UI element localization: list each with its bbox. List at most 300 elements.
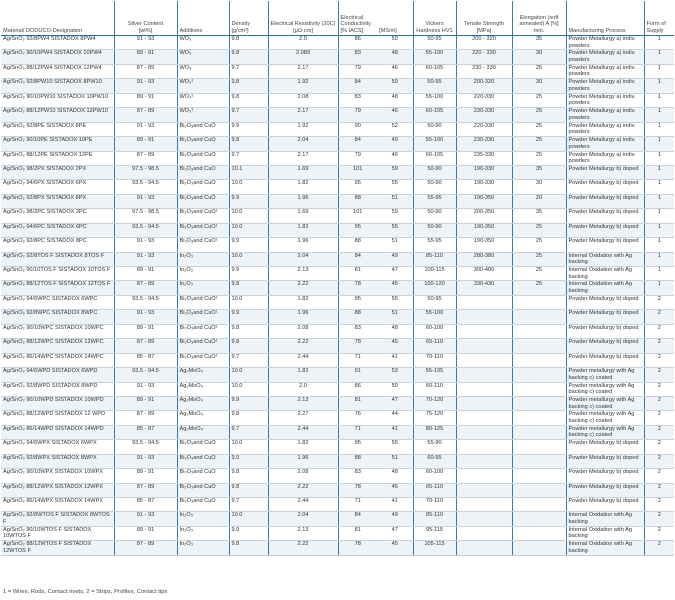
cell-additives: Ag₂MoO₄ — [177, 396, 229, 410]
cell-silver: 91 - 93 — [114, 238, 177, 252]
cell-process: Powder metallurgy with Ag backing c) coated — [566, 411, 644, 425]
cell-elongation: 25 — [512, 151, 566, 165]
table-row — [1, 396, 674, 410]
cell-hardness: 50-90 — [413, 122, 456, 136]
header-silver-label: Silver Content — [127, 21, 164, 28]
cell-material: Ag/SnO₂ 92/8PW4 SISTADOX 8PW4 — [1, 36, 114, 50]
cell-tensile: 190-330 — [456, 180, 512, 194]
cell-elongation: 35 — [512, 209, 566, 223]
header-hardness-label: Vickers Hardness HV1 — [416, 21, 453, 34]
cell-additives: Bi₂O₃and CuO — [177, 165, 229, 179]
cell-cond-iacs: 71 — [338, 425, 377, 439]
cell-hardness: 85-110 — [413, 252, 456, 266]
cell-process: Powder Metallurgy a) indiv. powders — [566, 64, 644, 78]
cell-material: Ag/SnO₂ 90/10WTOS F SISTADOX 10WTOS F — [1, 526, 114, 540]
table-row — [1, 36, 674, 50]
cell-process: Powder Metallurgy b) doped — [566, 209, 644, 223]
cell-density: 10.0 — [229, 368, 268, 382]
cell-form: 2 — [644, 353, 674, 367]
cell-cond-iacs: 95 — [338, 295, 377, 309]
cell-silver: 89 - 91 — [114, 526, 177, 540]
cell-resistivity: 1.96 — [268, 238, 338, 252]
cell-form: 2 — [644, 541, 674, 555]
cell-cond-iacs: 83 — [338, 324, 377, 338]
cell-material: Ag/SnO₂ 88/12PW4 SISTADOX 12PW4 — [1, 64, 114, 78]
cell-cond-iacs: 84 — [338, 137, 377, 151]
cell-cond-iacs: 71 — [338, 353, 377, 367]
cell-additives: Ag₂MoO₄ — [177, 368, 229, 382]
cell-material: Ag/SnO₂ 86/14WPX SISTADOX 14WPX — [1, 498, 114, 512]
cell-form: 1 — [644, 252, 674, 266]
table-row — [1, 469, 674, 483]
cell-form: 2 — [644, 469, 674, 483]
cell-tensile: 190-350 — [456, 194, 512, 208]
cell-tensile: 220-330 — [456, 93, 512, 107]
cell-density: 9.9 — [229, 454, 268, 468]
table-row — [1, 165, 674, 179]
header-additives — [177, 1, 229, 36]
cell-hardness: 50-90 — [413, 223, 456, 237]
cell-additives: Bi₂O₃and CuO¹ — [177, 339, 229, 353]
cell-process: Powder Metallurgy b) doped — [566, 339, 644, 353]
cell-resistivity: 1.82 — [268, 368, 338, 382]
cell-cond-ms: 45 — [377, 281, 413, 295]
cell-form: 1 — [644, 79, 674, 93]
cell-silver: 91 - 93 — [114, 512, 177, 526]
cell-density: 9.8 — [229, 36, 268, 50]
cell-form: 1 — [644, 122, 674, 136]
cell-density: 9.7 — [229, 151, 268, 165]
table-row — [1, 122, 674, 136]
cell-cond-iacs: 83 — [338, 50, 377, 64]
cell-material: Ag/SnO₂ 94/6PC SISTADOX 6PC — [1, 223, 114, 237]
cell-tensile — [456, 469, 512, 483]
cell-resistivity: 2.08 — [268, 469, 338, 483]
cell-cond-iacs: 78 — [338, 281, 377, 295]
cell-elongation — [512, 382, 566, 396]
cell-material: Ag/SnO₂ 92/8TOS F SISTADOX 8TOS F — [1, 252, 114, 266]
cell-process: Internal Oxidation with Ag backing — [566, 252, 644, 266]
table-row — [1, 483, 674, 497]
cell-cond-ms: 41 — [377, 498, 413, 512]
cell-elongation: 25 — [512, 238, 566, 252]
cell-resistivity: 2.17 — [268, 151, 338, 165]
cell-cond-iacs: 95 — [338, 180, 377, 194]
cell-tensile — [456, 483, 512, 497]
cell-density: 9.7 — [229, 425, 268, 439]
table-row — [1, 353, 674, 367]
cell-hardness: 50-95 — [413, 79, 456, 93]
cell-cond-iacs: 101 — [338, 209, 377, 223]
cell-form: 1 — [644, 36, 674, 50]
cell-density: 9.8 — [229, 339, 268, 353]
cell-cond-ms: 50 — [377, 36, 413, 50]
cell-elongation: 30 — [512, 79, 566, 93]
cell-cond-iacs: 81 — [338, 396, 377, 410]
cell-process: Powder Metallurgy a) indiv. powders — [566, 137, 644, 151]
cell-process: Powder metallurgy with Ag backing c) coated — [566, 368, 644, 382]
cell-density: 9.9 — [229, 238, 268, 252]
cell-additives: Bi₂O₃and CuO — [177, 454, 229, 468]
cell-resistivity: 2.13 — [268, 267, 338, 281]
cell-additives: Bi₂O₃and CuO — [177, 151, 229, 165]
cell-hardness: 60-105 — [413, 151, 456, 165]
cell-hardness: 60-105 — [413, 64, 456, 78]
cell-silver: 93.5 - 94.5 — [114, 223, 177, 237]
cell-cond-iacs: 79 — [338, 151, 377, 165]
header-process — [566, 1, 644, 36]
header-tensile-label: Tensile Strength — [463, 21, 505, 28]
cell-cond-iacs: 76 — [338, 411, 377, 425]
cell-elongation — [512, 454, 566, 468]
cell-process: Powder metallurgy with Ag backing c) coated — [566, 425, 644, 439]
cell-cond-iacs: 84 — [338, 512, 377, 526]
table-row — [1, 238, 674, 252]
header-form-label: Form of Supply — [646, 21, 666, 34]
cell-elongation: 25 — [512, 281, 566, 295]
cell-silver: 87 - 89 — [114, 483, 177, 497]
cell-form: 2 — [644, 425, 674, 439]
cell-hardness: 80-125 — [413, 425, 456, 439]
cell-resistivity: 2.08 — [268, 324, 338, 338]
cell-additives: In₂O₃ — [177, 281, 229, 295]
cell-elongation — [512, 425, 566, 439]
cell-resistivity: 2.0 — [268, 382, 338, 396]
cell-cond-iacs: 79 — [338, 64, 377, 78]
cell-cond-ms: 51 — [377, 194, 413, 208]
header-silver-unit: [wt%] — [138, 27, 153, 34]
cell-tensile — [456, 425, 512, 439]
cell-process: Internal Oxidation with Ag backing — [566, 281, 644, 295]
table-row — [1, 368, 674, 382]
table-row — [1, 137, 674, 151]
cell-resistivity: 2.22 — [268, 281, 338, 295]
cell-process: Powder Metallurgy a) indiv. powders — [566, 108, 644, 122]
cell-hardness: 55-100 — [413, 50, 456, 64]
cell-cond-iacs: 79 — [338, 108, 377, 122]
cell-material: Ag/SnO₂ 90/10WPD SISTADOX 10WPD — [1, 396, 114, 410]
cell-additives: In₂O₃ — [177, 512, 229, 526]
cell-material: Ag/SnO₂ 92/8WPC SISTADOX 8WPC — [1, 310, 114, 324]
cell-form: 1 — [644, 137, 674, 151]
table-row — [1, 411, 674, 425]
cell-tensile: 220-330 — [456, 122, 512, 136]
cell-tensile: 230-330 — [456, 137, 512, 151]
header-density-unit: [g/cm³] — [231, 27, 249, 34]
table-row — [1, 180, 674, 194]
cell-material: Ag/SnO₂ 92/8WPX SISTADOX 8WPX — [1, 454, 114, 468]
cell-resistivity: 2.27 — [268, 411, 338, 425]
cell-material: Ag/SnO₂ 88/12PW10 SISTADOX 12PW10 — [1, 108, 114, 122]
cell-hardness: 55-100 — [413, 137, 456, 151]
cell-hardness: 65-110 — [413, 339, 456, 353]
cell-resistivity: 2.44 — [268, 498, 338, 512]
cell-material: Ag/SnO₂ 94/6WPD SISTADOX 6WPD — [1, 368, 114, 382]
cell-cond-ms: 48 — [377, 324, 413, 338]
cell-resistivity: 1.96 — [268, 194, 338, 208]
cell-process: Internal Oxidation with Ag backing — [566, 512, 644, 526]
cell-hardness: 85-110 — [413, 512, 456, 526]
cell-resistivity: 2.17 — [268, 64, 338, 78]
cell-process: Powder Metallurgy b) doped — [566, 180, 644, 194]
cell-additives: Bi₂O₃and CuO¹ — [177, 209, 229, 223]
cell-silver: 87 - 89 — [114, 108, 177, 122]
cell-cond-ms: 59 — [377, 209, 413, 223]
cell-cond-ms: 55 — [377, 223, 413, 237]
cell-additives: WO₃¹ — [177, 79, 229, 93]
cell-cond-ms: 47 — [377, 526, 413, 540]
cell-tensile: 190-330 — [456, 165, 512, 179]
cell-additives: Bi₂O₃and CuO¹ — [177, 295, 229, 309]
cell-elongation: 25 — [512, 64, 566, 78]
cell-elongation: 30 — [512, 180, 566, 194]
cell-form: 2 — [644, 295, 674, 309]
cell-cond-ms: 48 — [377, 50, 413, 64]
cell-cond-iacs: 91 — [338, 368, 377, 382]
cell-cond-iacs: 81 — [338, 526, 377, 540]
cell-density: 9.8 — [229, 281, 268, 295]
cell-material: Ag/SnO₂ 86/14WPD SISTADOX 14WPD — [1, 425, 114, 439]
cell-silver: 91 - 93 — [114, 310, 177, 324]
cell-additives: WO₃ — [177, 64, 229, 78]
cell-silver: 93.5 - 94.5 — [114, 440, 177, 454]
cell-material: Ag/SnO₂ 98/2PX SISTADOX 2PX — [1, 165, 114, 179]
cell-process: Internal Oxidation with Ag backing — [566, 541, 644, 555]
cell-density: 9.8 — [229, 469, 268, 483]
cell-form: 2 — [644, 526, 674, 540]
cell-silver: 89 - 91 — [114, 137, 177, 151]
cell-cond-ms: 48 — [377, 469, 413, 483]
cell-tensile: 190-350 — [456, 238, 512, 252]
cell-density: 10.0 — [229, 295, 268, 309]
header-row — [1, 1, 674, 36]
cell-tensile: 230 - 330 — [456, 64, 512, 78]
cell-cond-iacs: 83 — [338, 93, 377, 107]
cell-resistivity: 2.44 — [268, 353, 338, 367]
header-conductivity — [338, 1, 377, 36]
cell-process: Powder Metallurgy b) doped — [566, 440, 644, 454]
cell-density: 10.0 — [229, 512, 268, 526]
cell-hardness: 65-110 — [413, 483, 456, 497]
cell-additives: Bi₂O₃and CuO¹ — [177, 324, 229, 338]
cell-material: Ag/SnO₂ 90/10PE SISTADOX 10PE — [1, 137, 114, 151]
cell-hardness: 50-95 — [413, 295, 456, 309]
cell-cond-iacs: 88 — [338, 454, 377, 468]
cell-process: Powder Metallurgy b) doped — [566, 353, 644, 367]
cell-material: Ag/SnO₂ 92/8PC SISTADOX 8PC — [1, 238, 114, 252]
cell-tensile — [456, 512, 512, 526]
cell-cond-ms: 45 — [377, 339, 413, 353]
header-elongation-label: Elongation (soft annealed) A [%] min. — [519, 14, 559, 34]
cell-elongation — [512, 339, 566, 353]
cell-process: Powder Metallurgy b) doped — [566, 194, 644, 208]
cell-resistivity: 2.13 — [268, 526, 338, 540]
cell-density: 10.0 — [229, 252, 268, 266]
cell-additives: WO₃ — [177, 50, 229, 64]
header-elongation — [512, 1, 566, 36]
cell-form: 1 — [644, 238, 674, 252]
cell-form: 2 — [644, 324, 674, 338]
table-row — [1, 541, 674, 555]
cell-cond-ms: 50 — [377, 382, 413, 396]
cell-density: 9.9 — [229, 122, 268, 136]
table-row — [1, 339, 674, 353]
table-row — [1, 209, 674, 223]
cell-process: Powder Metallurgy a) indiv. powders — [566, 50, 644, 64]
cell-elongation: 25 — [512, 267, 566, 281]
cell-elongation — [512, 483, 566, 497]
cell-tensile: 300-400 — [456, 267, 512, 281]
cell-additives: In₂O₃ — [177, 541, 229, 555]
cell-cond-iacs: 86 — [338, 36, 377, 50]
table-row — [1, 498, 674, 512]
cell-hardness: 55-90 — [413, 440, 456, 454]
cell-resistivity: 2.04 — [268, 137, 338, 151]
header-form — [644, 1, 674, 36]
cell-material: Ag/SnO₂ 90/10PW10 SISTADOX 10PW10 — [1, 93, 114, 107]
cell-cond-iacs: 83 — [338, 469, 377, 483]
cell-silver: 89 - 91 — [114, 324, 177, 338]
cell-density: 9.7 — [229, 108, 268, 122]
cell-cond-ms: 41 — [377, 353, 413, 367]
cell-form: 1 — [644, 209, 674, 223]
cell-tensile — [456, 526, 512, 540]
table-row — [1, 324, 674, 338]
cell-additives: Ag₂MoO₄ — [177, 425, 229, 439]
cell-tensile — [456, 324, 512, 338]
cell-hardness: 60-100 — [413, 324, 456, 338]
cell-resistivity: 1.82 — [268, 180, 338, 194]
cell-elongation — [512, 512, 566, 526]
cell-cond-ms: 55 — [377, 295, 413, 309]
header-resistivity-label: Electrical Resistivity (20C) [µΩ·cm] — [270, 21, 336, 34]
cell-resistivity: 2.17 — [268, 108, 338, 122]
cell-tensile — [456, 382, 512, 396]
cell-cond-ms: 51 — [377, 310, 413, 324]
cell-cond-iacs: 90 — [338, 122, 377, 136]
cell-elongation — [512, 469, 566, 483]
cell-silver: 87 - 89 — [114, 281, 177, 295]
cell-density: 9.9 — [229, 267, 268, 281]
header-material-label: Material/ DODUCO-Designation — [3, 27, 83, 34]
cell-form: 2 — [644, 368, 674, 382]
cell-tensile: 280-380 — [456, 252, 512, 266]
cell-resistivity: 2.44 — [268, 425, 338, 439]
cell-silver: 89 - 91 — [114, 93, 177, 107]
table-row — [1, 50, 674, 64]
cell-form: 2 — [644, 339, 674, 353]
cell-cond-ms: 46 — [377, 151, 413, 165]
cell-cond-iacs: 101 — [338, 165, 377, 179]
cell-cond-iacs: 78 — [338, 483, 377, 497]
cell-resistivity: 1.69 — [268, 209, 338, 223]
cell-material: Ag/SnO₂ 90/10WPC SISTADOX 10WPC — [1, 324, 114, 338]
cell-elongation: 25 — [512, 252, 566, 266]
cell-density: 9.7 — [229, 353, 268, 367]
cell-process: Powder Metallurgy b) doped — [566, 310, 644, 324]
table-row — [1, 108, 674, 122]
cell-material: Ag/SnO₂ 88/12WPC SISTADOX 12WPC — [1, 339, 114, 353]
cell-density: 9.8 — [229, 483, 268, 497]
cell-material: Ag/SnO₂ 88/12WTOS F SISTADOX 12WTOS F — [1, 541, 114, 555]
cell-additives: In₂O₃ — [177, 526, 229, 540]
cell-cond-iacs: 95 — [338, 223, 377, 237]
header-conductivity-ms — [377, 1, 413, 36]
cell-silver: 93.5 - 94.5 — [114, 180, 177, 194]
cell-process: Powder Metallurgy b) doped — [566, 238, 644, 252]
header-density-label: Density — [231, 21, 251, 28]
cell-tensile — [456, 310, 512, 324]
cell-additives: Bi₂O₃and CuO — [177, 194, 229, 208]
cell-silver: 89 - 91 — [114, 50, 177, 64]
cell-cond-iacs: 78 — [338, 541, 377, 555]
cell-hardness: 100-120 — [413, 281, 456, 295]
cell-density: 9.7 — [229, 64, 268, 78]
cell-resistivity: 2.22 — [268, 483, 338, 497]
cell-cond-ms: 59 — [377, 165, 413, 179]
cell-density: 10.0 — [229, 223, 268, 237]
cell-form: 2 — [644, 382, 674, 396]
cell-process: Powder Metallurgy a) indiv. powders — [566, 93, 644, 107]
cell-hardness: 50-95 — [413, 36, 456, 50]
cell-process: Powder metallurgy with Ag backing c) coated — [566, 382, 644, 396]
cell-cond-iacs: 84 — [338, 252, 377, 266]
table-row — [1, 194, 674, 208]
cell-material: Ag/SnO₂ 88/12PE SISTADOX 12PE — [1, 151, 114, 165]
cell-material: Ag/SnO₂ 90/10PW4 SISTADOX 10PW4 — [1, 50, 114, 64]
cell-cond-iacs: 81 — [338, 267, 377, 281]
cell-additives: WO₃¹ — [177, 108, 229, 122]
cell-cond-ms: 55 — [377, 180, 413, 194]
cell-process: Powder Metallurgy b) doped — [566, 223, 644, 237]
table-row — [1, 267, 674, 281]
cell-density: 9.8 — [229, 50, 268, 64]
cell-material: Ag/SnO₂ 88/12WPX SISTADOX 12WPX — [1, 483, 114, 497]
cell-cond-ms: 46 — [377, 108, 413, 122]
cell-additives: Bi₂O₃and CuO¹ — [177, 353, 229, 367]
cell-hardness: 55-105 — [413, 368, 456, 382]
table-row — [1, 526, 674, 540]
cell-elongation — [512, 498, 566, 512]
cell-silver: 91 - 93 — [114, 454, 177, 468]
cell-tensile: 330-430 — [456, 281, 512, 295]
cell-density: 9.9 — [229, 310, 268, 324]
cell-elongation: 25 — [512, 223, 566, 237]
cell-silver: 87 - 89 — [114, 411, 177, 425]
material-properties-table — [1, 1, 674, 556]
cell-form: 1 — [644, 93, 674, 107]
cell-density: 10.1 — [229, 165, 268, 179]
cell-process: Powder Metallurgy b) doped — [566, 498, 644, 512]
header-conductivity-unit-ms: [MS/m] — [379, 27, 397, 34]
cell-cond-iacs: 88 — [338, 238, 377, 252]
cell-density: 9.8 — [229, 411, 268, 425]
cell-additives: Bi₂O₃and CuO — [177, 180, 229, 194]
cell-elongation — [512, 295, 566, 309]
cell-form: 1 — [644, 281, 674, 295]
cell-cond-ms: 49 — [377, 252, 413, 266]
cell-tensile — [456, 396, 512, 410]
cell-cond-ms: 47 — [377, 267, 413, 281]
cell-hardness: 55-95 — [413, 194, 456, 208]
cell-material: Ag/SnO₂ 92/8WPD SISTADOX 8WPD — [1, 382, 114, 396]
cell-hardness: 70-110 — [413, 498, 456, 512]
cell-additives: Bi₂O₃and CuO — [177, 137, 229, 151]
cell-cond-ms: 47 — [377, 396, 413, 410]
cell-tensile — [456, 411, 512, 425]
cell-cond-ms: 45 — [377, 541, 413, 555]
cell-cond-iacs: 84 — [338, 79, 377, 93]
